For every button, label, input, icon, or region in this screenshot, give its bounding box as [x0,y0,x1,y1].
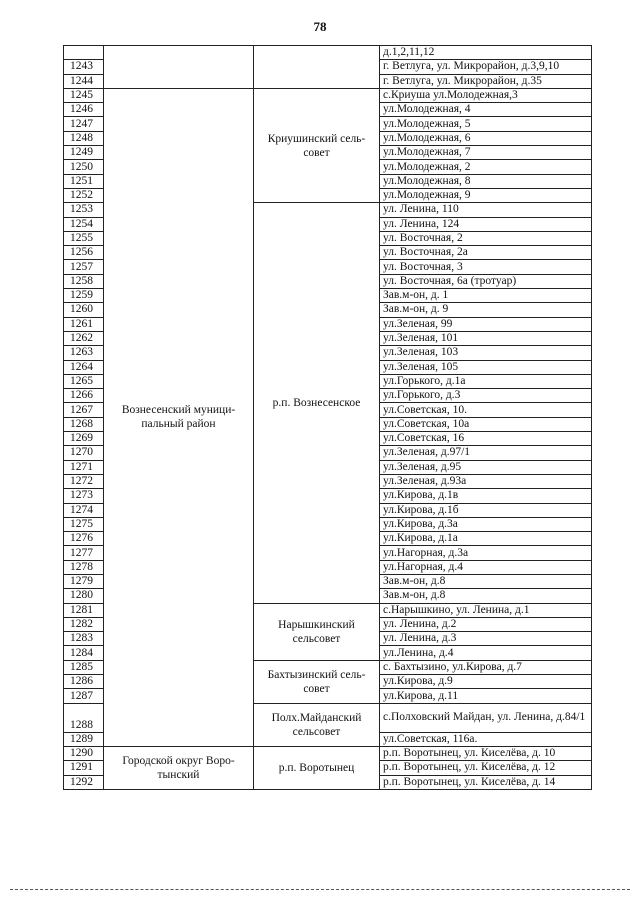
address-cell: ул. Восточная, 2 [380,231,592,245]
settlement-vorotynets: р.п. Воротынец [254,746,380,789]
row-number: 1267 [64,403,104,417]
row-number: 1290 [64,746,104,760]
row-number: 1244 [64,74,104,88]
row-number: 1257 [64,260,104,274]
settlement-cell-empty [254,46,380,89]
row-number: 1252 [64,188,104,202]
row-number: 1258 [64,274,104,288]
address-cell: ул.Кирова, д.3а [380,517,592,531]
row-number: 1284 [64,646,104,660]
settlement-voznesenskoe: р.п. Вознесенское [254,203,380,603]
address-cell: ул.Молодежная, 4 [380,103,592,117]
address-cell: ул.Кирова, д.1б [380,503,592,517]
address-cell: д.1,2,11,12 [380,46,592,60]
row-number: 1282 [64,617,104,631]
row-number: 1251 [64,174,104,188]
address-cell: ул. Ленина, д.3 [380,632,592,646]
row-number: 1246 [64,103,104,117]
address-registry-table [63,45,592,790]
row-number: 1253 [64,203,104,217]
district-vorotynsky: Городской округ Воро-тынский [104,746,254,789]
row-number: 1277 [64,546,104,560]
address-cell: ул.Советская, 10. [380,403,592,417]
address-cell: ул.Советская, 10а [380,417,592,431]
row-number: 1260 [64,303,104,317]
table-row [64,46,592,60]
address-cell: ул.Кирова, д.1а [380,532,592,546]
row-number: 1263 [64,346,104,360]
row-number: 1250 [64,160,104,174]
address-cell: с.Полховский Майдан, ул. Ленина, д.84/1 [380,703,592,732]
page-number: 78 [313,19,327,34]
row-number: 1272 [64,474,104,488]
address-cell: р.п. Воротынец, ул. Киселёва, д. 10 [380,746,592,760]
address-cell: г. Ветлуга, ул. Микрорайон, д.35 [380,74,592,88]
row-number: 1275 [64,517,104,531]
address-cell: с. Бахтызино, ул.Кирова, д.7 [380,660,592,674]
address-cell: ул. Восточная, 6а (тротуар) [380,274,592,288]
address-cell: Зав.м-он, д. 9 [380,303,592,317]
address-cell: ул.Нагорная, д.4 [380,560,592,574]
address-cell: ул.Горького, д.3 [380,389,592,403]
row-number: 1266 [64,389,104,403]
district-cell-empty [104,46,254,89]
row-number: 1278 [64,560,104,574]
settlement-kriushinsky: Криушинский сель-совет [254,88,380,202]
row-number: 1248 [64,131,104,145]
row-number: 1281 [64,603,104,617]
row-number: 1247 [64,117,104,131]
row-number: 1276 [64,532,104,546]
row-number: 1265 [64,374,104,388]
row-number: 1254 [64,217,104,231]
row-number: 1270 [64,446,104,460]
row-number: 1280 [64,589,104,603]
address-cell: ул.Молодежная, 2 [380,160,592,174]
row-number: 1256 [64,246,104,260]
address-cell: ул.Нагорная, д.3а [380,546,592,560]
row-number: 1264 [64,360,104,374]
address-cell: ул.Кирова, д.1в [380,489,592,503]
row-number: 1255 [64,231,104,245]
address-cell: с.Нарышкино, ул. Ленина, д.1 [380,603,592,617]
district-voznesensky: Вознесенский муници-пальный район [104,88,254,746]
row-number: 1274 [64,503,104,517]
row-number: 1292 [64,775,104,789]
row-number: 1259 [64,289,104,303]
row-number: 1273 [64,489,104,503]
address-cell: ул.Молодежная, 9 [380,188,592,202]
row-number [64,46,104,60]
address-cell: ул.Зеленая, д.93а [380,474,592,488]
address-cell: ул.Советская, 16 [380,432,592,446]
address-cell: ул.Зеленая, д.95 [380,460,592,474]
address-cell: ул.Зеленая, 105 [380,360,592,374]
footer-divider [10,889,630,890]
row-number: 1262 [64,331,104,345]
row-number: 1249 [64,146,104,160]
address-cell: Зав.м-он, д.8 [380,574,592,588]
row-number: 1291 [64,761,104,775]
row-number: 1286 [64,675,104,689]
address-cell: ул.Зеленая, д.97/1 [380,446,592,460]
address-cell: ул.Молодежная, 7 [380,146,592,160]
row-number: 1243 [64,60,104,74]
address-cell: ул.Молодежная, 8 [380,174,592,188]
address-cell: с.Криуша ул.Молодежная,3 [380,88,592,102]
address-cell: ул.Кирова, д.11 [380,689,592,703]
address-cell: Зав.м-он, д.8 [380,589,592,603]
address-cell: ул.Советская, 116а. [380,732,592,746]
address-cell: ул.Зеленая, 101 [380,331,592,345]
settlement-polkh-maidansky: Полх.Майданский сельсовет [254,703,380,746]
settlement-bakhtyzinsky: Бахтызинский сель-совет [254,660,380,703]
address-cell: ул.Зеленая, 103 [380,346,592,360]
address-cell: г. Ветлуга, ул. Микрорайон, д.3,9,10 [380,60,592,74]
row-number: 1287 [64,689,104,703]
address-cell: ул.Горького, д.1а [380,374,592,388]
address-cell: Зав.м-он, д. 1 [380,289,592,303]
address-cell: ул. Восточная, 3 [380,260,592,274]
address-cell: ул. Ленина, д.2 [380,617,592,631]
address-cell: ул. Восточная, 2а [380,246,592,260]
table-row [64,88,592,102]
address-cell: ул.Молодежная, 6 [380,131,592,145]
row-number: 1268 [64,417,104,431]
address-cell: ул.Кирова, д.9 [380,675,592,689]
address-cell: ул.Зеленая, 99 [380,317,592,331]
row-number: 1245 [64,88,104,102]
table-row [64,746,592,760]
row-number: 1283 [64,632,104,646]
address-cell: р.п. Воротынец, ул. Киселёва, д. 14 [380,775,592,789]
row-number: 1271 [64,460,104,474]
address-cell: ул. Ленина, 110 [380,203,592,217]
address-cell: р.п. Воротынец, ул. Киселёва, д. 12 [380,761,592,775]
row-number: 1288 [64,703,104,732]
row-number: 1285 [64,660,104,674]
row-number: 1279 [64,574,104,588]
row-number: 1289 [64,732,104,746]
address-cell: ул. Ленина, 124 [380,217,592,231]
address-cell: ул.Молодежная, 5 [380,117,592,131]
settlement-naryshkinsky: Нарышкинский сельсовет [254,603,380,660]
address-cell: ул.Ленина, д.4 [380,646,592,660]
row-number: 1269 [64,432,104,446]
row-number: 1261 [64,317,104,331]
